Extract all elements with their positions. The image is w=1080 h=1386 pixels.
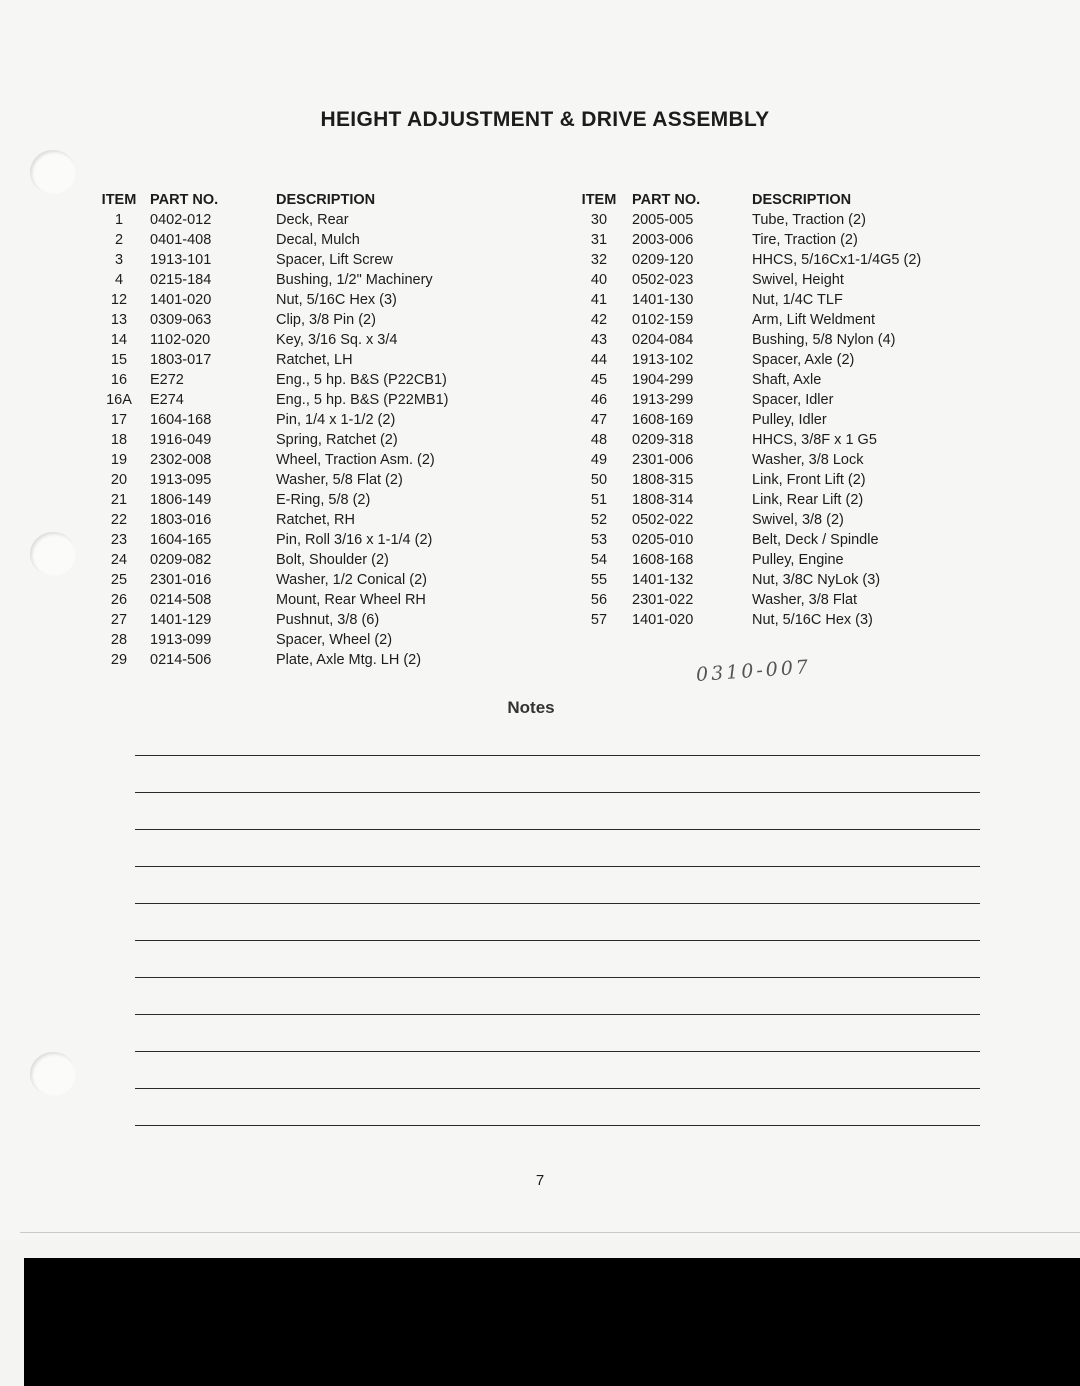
part-number: 1916-049 [150, 432, 212, 448]
table-row [88, 570, 546, 590]
table-row [566, 390, 1012, 410]
part-number: 2302-008 [150, 452, 212, 468]
part-number: 1604-168 [150, 412, 212, 428]
part-description: Link, Rear Lift (2) [752, 492, 864, 508]
part-description: Spacer, Axle (2) [752, 352, 855, 368]
table-row [88, 530, 546, 550]
part-description: E-Ring, 5/8 (2) [276, 492, 371, 508]
item-number: 12 [110, 292, 128, 308]
part-number: 2301-022 [632, 592, 694, 608]
item-number: 15 [110, 352, 128, 368]
part-number: 0102-159 [632, 312, 694, 328]
part-number: 1803-016 [150, 512, 212, 528]
table-row [566, 430, 1012, 450]
table-row [88, 410, 546, 430]
part-number: E274 [150, 392, 184, 408]
part-description: Spacer, Lift Screw [276, 252, 393, 268]
part-description: Washer, 5/8 Flat (2) [276, 472, 403, 488]
item-number: 19 [110, 452, 128, 468]
part-number: 0401-408 [150, 232, 212, 248]
part-number: 0205-010 [632, 532, 694, 548]
table-row [88, 290, 546, 310]
item-number: 55 [590, 572, 608, 588]
item-number: 26 [110, 592, 128, 608]
part-number: 1808-315 [632, 472, 694, 488]
table-header-row [88, 190, 546, 210]
item-number: 47 [590, 412, 608, 428]
header-item: ITEM [581, 192, 617, 208]
part-number: 1608-168 [632, 552, 694, 568]
item-number: 56 [590, 592, 608, 608]
part-number: 1913-099 [150, 632, 212, 648]
part-description: Tube, Traction (2) [752, 212, 866, 228]
part-description: Arm, Lift Weldment [752, 312, 876, 328]
part-description: Clip, 3/8 Pin (2) [276, 312, 376, 328]
table-row [566, 570, 1012, 590]
table-row [88, 510, 546, 530]
part-description: Tire, Traction (2) [752, 232, 858, 248]
table-row [566, 210, 1012, 230]
header-description: DESCRIPTION [276, 192, 376, 208]
table-row [88, 370, 546, 390]
part-number: 0204-084 [632, 332, 694, 348]
item-number: 51 [590, 492, 608, 508]
part-number: 2005-005 [632, 212, 694, 228]
part-number: 0209-318 [632, 432, 694, 448]
part-description: Pushnut, 3/8 (6) [276, 612, 380, 628]
table-row [88, 630, 546, 650]
note-line [135, 1051, 980, 1052]
part-description: Pin, 1/4 x 1-1/2 (2) [276, 412, 396, 428]
item-number: 14 [110, 332, 128, 348]
part-description: Nut, 5/16C Hex (3) [276, 292, 397, 308]
part-description: Bushing, 1/2" Machinery [276, 272, 433, 288]
part-number: 1913-095 [150, 472, 212, 488]
note-line [135, 977, 980, 978]
table-row [566, 230, 1012, 250]
part-description: Ratchet, RH [276, 512, 355, 528]
part-description: Nut, 1/4C TLF [752, 292, 843, 308]
table-row [88, 430, 546, 450]
part-description: HHCS, 5/16Cx1-1/4G5 (2) [752, 252, 922, 268]
part-description: Washer, 3/8 Flat [752, 592, 858, 608]
punch-hole-top [30, 150, 76, 194]
note-line [135, 829, 980, 830]
part-description: Wheel, Traction Asm. (2) [276, 452, 435, 468]
table-row [566, 330, 1012, 350]
table-header-row [566, 190, 1012, 210]
item-number: 20 [110, 472, 128, 488]
part-description: Pulley, Engine [752, 552, 844, 568]
table-row [88, 550, 546, 570]
part-number: E272 [150, 372, 184, 388]
item-number: 30 [590, 212, 608, 228]
page-bottom-edge [20, 1232, 1080, 1233]
item-number: 49 [590, 452, 608, 468]
parts-list-right [566, 210, 1012, 630]
table-row [88, 450, 546, 470]
part-description: Plate, Axle Mtg. LH (2) [276, 652, 422, 668]
item-number: 31 [590, 232, 608, 248]
part-number: 1806-149 [150, 492, 212, 508]
table-row [88, 350, 546, 370]
header-part-no: PART NO. [150, 192, 219, 208]
item-number: 16 [110, 372, 128, 388]
item-number: 54 [590, 552, 608, 568]
item-number: 48 [590, 432, 608, 448]
part-description: Washer, 1/2 Conical (2) [276, 572, 427, 588]
item-number: 52 [590, 512, 608, 528]
note-line [135, 1088, 980, 1089]
part-number: 1401-020 [632, 612, 694, 628]
part-description: Eng., 5 hp. B&S (P22CB1) [276, 372, 447, 388]
header-part-no: PART NO. [632, 192, 701, 208]
item-number: 43 [590, 332, 608, 348]
punch-hole-middle [30, 532, 76, 576]
part-number: 0309-063 [150, 312, 212, 328]
table-row [88, 470, 546, 490]
part-number: 1913-299 [632, 392, 694, 408]
part-description: Swivel, Height [752, 272, 844, 288]
item-number: 45 [590, 372, 608, 388]
notes-lines [135, 755, 980, 1162]
table-row [88, 610, 546, 630]
item-number: 1 [114, 212, 124, 228]
part-number: 1401-129 [150, 612, 212, 628]
header-item: ITEM [101, 192, 137, 208]
part-description: Deck, Rear [276, 212, 349, 228]
note-line [135, 792, 980, 793]
part-description: Swivel, 3/8 (2) [752, 512, 844, 528]
item-number: 13 [110, 312, 128, 328]
item-number: 17 [110, 412, 128, 428]
table-row [88, 590, 546, 610]
item-number: 3 [114, 252, 124, 268]
item-number: 27 [110, 612, 128, 628]
part-number: 2301-006 [632, 452, 694, 468]
table-row [88, 250, 546, 270]
table-row [88, 490, 546, 510]
item-number: 4 [114, 272, 124, 288]
table-row [88, 330, 546, 350]
part-number: 1904-299 [632, 372, 694, 388]
item-number: 2 [114, 232, 124, 248]
item-number: 22 [110, 512, 128, 528]
part-number: 0209-120 [632, 252, 694, 268]
table-row [566, 530, 1012, 550]
parts-list-left [88, 210, 546, 670]
table-row [566, 410, 1012, 430]
table-row [88, 310, 546, 330]
table-row [566, 510, 1012, 530]
part-description: Pin, Roll 3/16 x 1-1/4 (2) [276, 532, 433, 548]
table-row [566, 470, 1012, 490]
header-description: DESCRIPTION [752, 192, 852, 208]
table-row [566, 250, 1012, 270]
item-number: 46 [590, 392, 608, 408]
part-number: 0214-508 [150, 592, 212, 608]
part-number: 1913-101 [150, 252, 212, 268]
table-row [88, 650, 546, 670]
part-description: Belt, Deck / Spindle [752, 532, 879, 548]
table-row [88, 230, 546, 250]
item-number: 40 [590, 272, 608, 288]
item-number: 42 [590, 312, 608, 328]
table-row [566, 490, 1012, 510]
item-number: 32 [590, 252, 608, 268]
notes-heading: Notes [507, 698, 555, 717]
part-number: 0502-022 [632, 512, 694, 528]
item-number: 25 [110, 572, 128, 588]
item-number: 57 [590, 612, 608, 628]
part-number: 1401-132 [632, 572, 694, 588]
part-number: 1401-020 [150, 292, 212, 308]
note-line [135, 1014, 980, 1015]
part-number: 0502-023 [632, 272, 694, 288]
note-line [135, 1125, 980, 1126]
item-number: 23 [110, 532, 128, 548]
part-description: Link, Front Lift (2) [752, 472, 866, 488]
table-row [566, 290, 1012, 310]
item-number: 21 [110, 492, 128, 508]
item-number: 50 [590, 472, 608, 488]
table-row [566, 270, 1012, 290]
page-title: HEIGHT ADJUSTMENT & DRIVE ASSEMBLY [320, 108, 770, 131]
part-number: 2003-006 [632, 232, 694, 248]
table-row [566, 450, 1012, 470]
item-number: 44 [590, 352, 608, 368]
part-description: HHCS, 3/8F x 1 G5 [752, 432, 877, 448]
part-description: Washer, 3/8 Lock [752, 452, 864, 468]
part-description: Spacer, Wheel (2) [276, 632, 393, 648]
parts-table-left [88, 190, 546, 670]
part-number: 1608-169 [632, 412, 694, 428]
item-number: 18 [110, 432, 128, 448]
part-description: Nut, 3/8C NyLok (3) [752, 572, 881, 588]
note-line [135, 866, 980, 867]
part-description: Eng., 5 hp. B&S (P22MB1) [276, 392, 449, 408]
page-number: 7 [535, 1172, 545, 1189]
punch-hole-bottom [30, 1052, 76, 1096]
table-row [566, 310, 1012, 330]
part-description: Shaft, Axle [752, 372, 822, 388]
part-number: 1803-017 [150, 352, 212, 368]
item-number: 16A [106, 392, 132, 408]
handwritten-note: 0310-007 [695, 656, 812, 686]
part-number: 1808-314 [632, 492, 694, 508]
part-description: Ratchet, LH [276, 352, 353, 368]
part-number: 0209-082 [150, 552, 212, 568]
note-line [135, 755, 980, 756]
part-number: 0214-506 [150, 652, 212, 668]
table-row [566, 550, 1012, 570]
parts-table-right [566, 190, 1012, 630]
table-row [566, 370, 1012, 390]
item-number: 41 [590, 292, 608, 308]
part-description: Spring, Ratchet (2) [276, 432, 398, 448]
table-row [566, 350, 1012, 370]
part-number: 1913-102 [632, 352, 694, 368]
part-description: Bolt, Shoulder (2) [276, 552, 389, 568]
part-number: 2301-016 [150, 572, 212, 588]
part-description: Key, 3/16 Sq. x 3/4 [276, 332, 398, 348]
part-description: Mount, Rear Wheel RH [276, 592, 426, 608]
table-row [566, 610, 1012, 630]
table-row [88, 390, 546, 410]
part-number: 0215-184 [150, 272, 212, 288]
part-number: 1401-130 [632, 292, 694, 308]
note-line [135, 903, 980, 904]
part-description: Nut, 5/16C Hex (3) [752, 612, 873, 628]
part-description: Bushing, 5/8 Nylon (4) [752, 332, 896, 348]
part-number: 1604-165 [150, 532, 212, 548]
note-line [135, 940, 980, 941]
part-description: Spacer, Idler [752, 392, 834, 408]
item-number: 24 [110, 552, 128, 568]
part-description: Pulley, Idler [752, 412, 827, 428]
scan-black-band [24, 1258, 1080, 1386]
part-number: 1102-020 [150, 332, 211, 348]
item-number: 53 [590, 532, 608, 548]
table-row [566, 590, 1012, 610]
item-number: 28 [110, 632, 128, 648]
item-number: 29 [110, 652, 128, 668]
part-description: Decal, Mulch [276, 232, 360, 248]
table-row [88, 210, 546, 230]
table-row [88, 270, 546, 290]
part-number: 0402-012 [150, 212, 212, 228]
